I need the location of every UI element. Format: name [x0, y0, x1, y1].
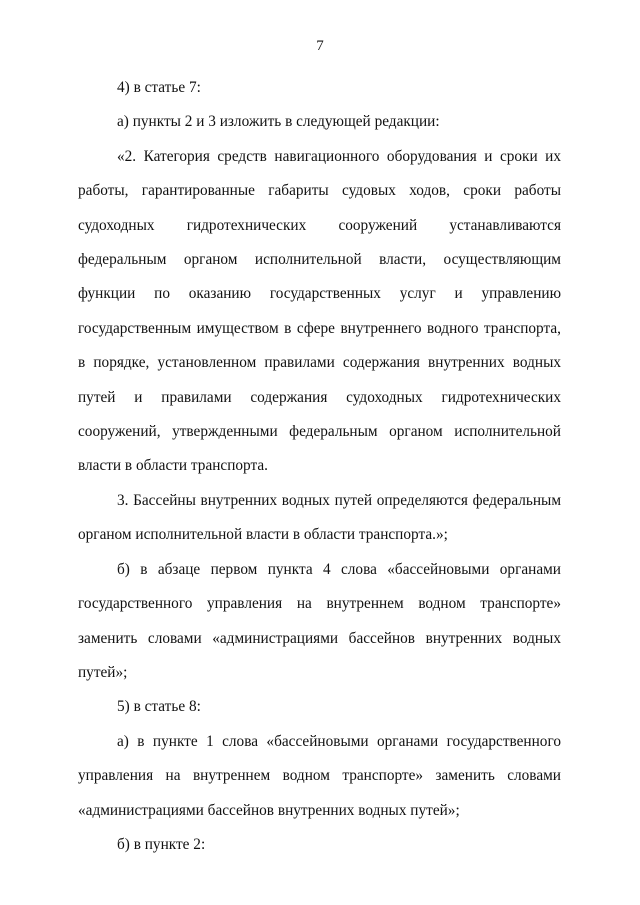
paragraph-item-a-points-2-3: а) пункты 2 и 3 изложить в следующей редакции: [117, 113, 440, 131]
paragraph-item-b-point-2: б) в пункте 2: [117, 835, 206, 853]
paragraph-item-a-point-1: а) в пункте 1 слова «бассейновыми органами государственного управления на внутреннем водном транспорте» заменить словами «администрациями бассейнов внутренних водных путей»; [78, 732, 561, 819]
paragraph-point-3-text: 3. Бассейны внутренних водных путей определяются федеральным органом исполнительной власти в области транспорта.»; [78, 491, 561, 544]
paragraph-item-b-point-4: б) в абзаце первом пункта 4 слова «бассейновыми органами государственного управления на внутреннем водном транспорте» заменить словами «администрациями бассейнов внутренних водных путей»; [78, 560, 561, 681]
document-body [78, 71, 561, 862]
paragraph-point-2-text: «2. Категория средств навигационного оборудования и сроки их работы, гарантированные габариты судовых ходов, сроки работы судоходных гидротехнических сооружений устанавливаются федеральным органом исполнительной власти, осуществляющим функции по оказанию государственных услуг и управлению государственным имуществом в сфере внутреннего водного транспорта, в порядке, установленном правилами содержания внутренних водных путей и правилами содержания судоходных гидротехнических сооружений, утвержденными федеральным органом исполнительной власти в области транспорта. [78, 147, 561, 475]
paragraph-article-8-heading: 5) в статье 8: [117, 698, 201, 716]
paragraph-article-7-heading: 4) в статье 7: [117, 79, 201, 96]
page-number: 7 [316, 38, 324, 54]
